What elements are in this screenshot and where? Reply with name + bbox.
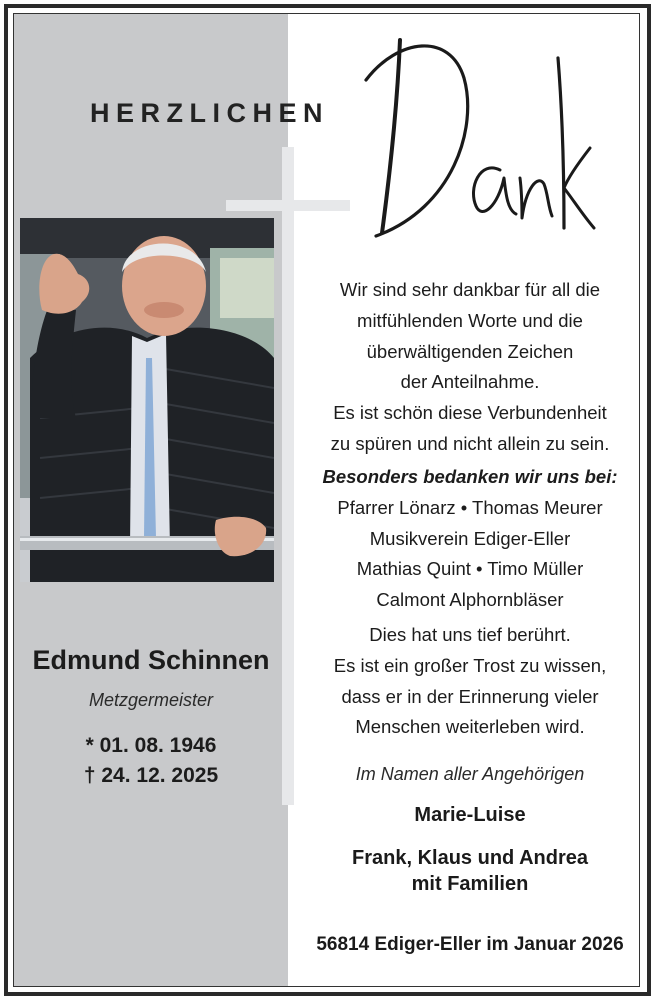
- portrait-photo-icon: [20, 218, 274, 582]
- thanks-line: mitfühlenden Worte und die: [357, 309, 583, 331]
- birth-date: * 01. 08. 1946: [85, 734, 217, 757]
- comfort-line: Menschen weiterleben wird.: [355, 716, 585, 738]
- signer-secondary-line: Frank, Klaus und Andrea: [352, 847, 588, 869]
- death-date: † 24. 12. 2025: [83, 764, 219, 787]
- cross-horizontal-bar: [226, 200, 350, 211]
- thanks-line: Es ist schön diese Verbundenheit: [333, 402, 607, 424]
- thanks-line: überwältigenden Zeichen: [366, 340, 574, 362]
- heading-herzlichen: HERZLICHEN: [90, 98, 329, 128]
- comfort-line: Es ist ein großer Trost zu wissen,: [333, 654, 607, 676]
- signer-secondary: [300, 845, 640, 897]
- deceased-profession: Metzgermeister: [88, 690, 214, 710]
- dank-script-lettering: [358, 28, 598, 248]
- special-thanks-heading: Besonders bedanken wir uns bei:: [322, 466, 618, 487]
- comfort-line: Dies hat uns tief berührt.: [369, 624, 571, 645]
- thanks-line: der Anteilnahme.: [400, 371, 540, 393]
- place-and-date: 56814 Ediger-Eller im Januar 2026: [316, 934, 624, 955]
- thanks-line: zu spüren und nicht allein zu sein.: [330, 432, 610, 454]
- special-thanks-line: Mathias Quint • Timo Müller: [356, 558, 584, 580]
- comfort-paragraph: [300, 620, 640, 743]
- signer-primary: Marie-Luise: [414, 804, 526, 826]
- special-thanks: [300, 462, 640, 616]
- special-thanks-line: Pfarrer Lönarz • Thomas Meurer: [337, 496, 603, 518]
- deceased-name: Edmund Schinnen: [32, 645, 270, 675]
- thanks-line: Wir sind sehr dankbar für all die: [339, 279, 601, 300]
- signers-intro: Im Namen aller Angehörigen: [355, 764, 585, 784]
- signer-secondary-line: mit Familien: [411, 873, 529, 895]
- thanks-paragraph: [300, 275, 640, 460]
- special-thanks-line: Calmont Alphornbläser: [376, 589, 564, 611]
- comfort-line: dass er in der Erinnerung vieler: [341, 685, 599, 707]
- portrait-photo: [20, 218, 274, 582]
- special-thanks-line: Musikverein Ediger-Eller: [369, 527, 571, 549]
